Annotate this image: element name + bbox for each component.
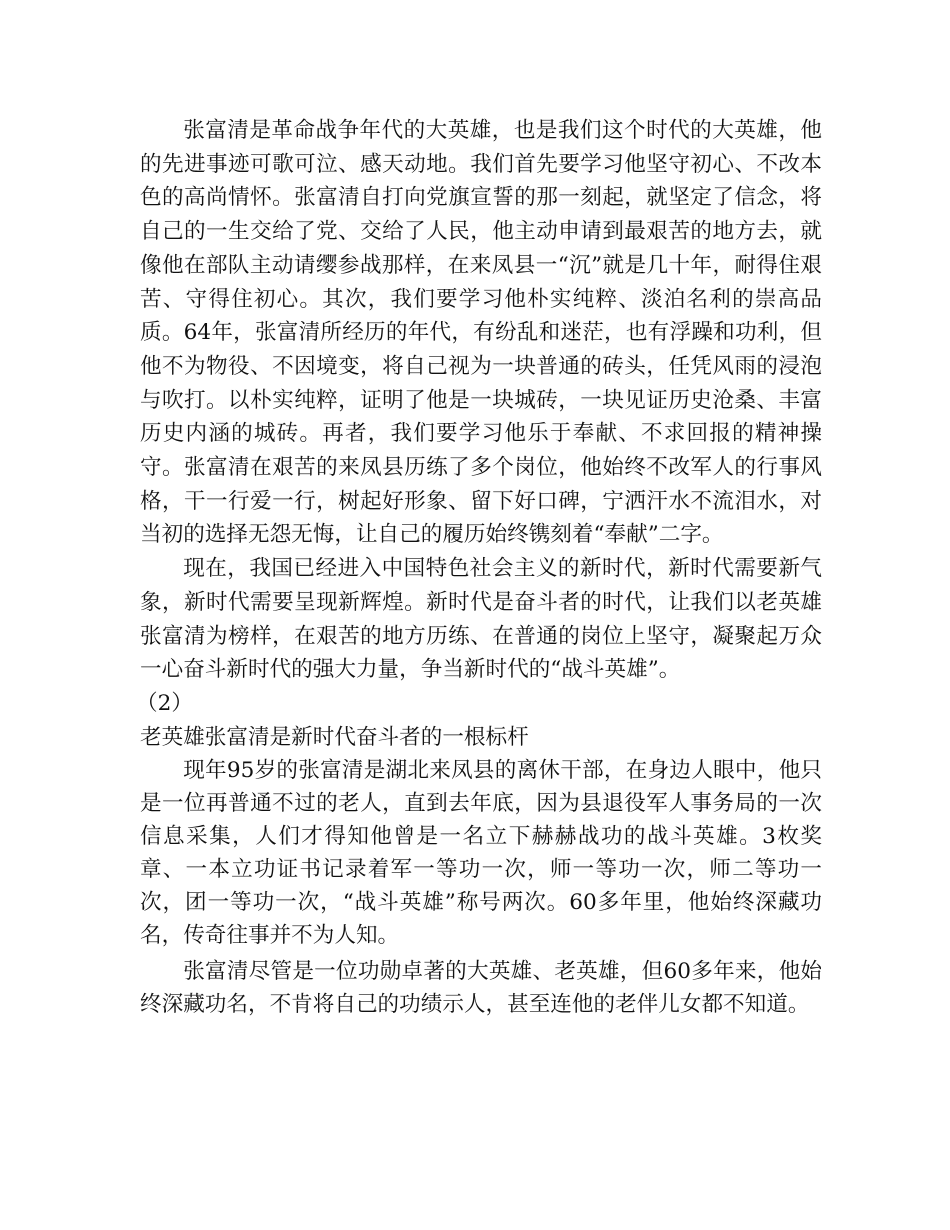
body-paragraph-4: 张富清尽管是一位功勋卓著的大英雄、老英雄，但60多年来，他始终深藏功名，不肯将自己的功绩示人，甚至连他的老伴儿女都不知道。	[140, 959, 822, 1018]
section-number: （2）	[136, 690, 193, 716]
body-paragraph-3: 现年95岁的张富清是湖北来凤县的离休干部，在身边人眼中，他只是一位再普通不过的老人，直到去年底，因为县退役军人事务局的一次信息采集，人们才得知他曾是一名立下赫赫战功的战斗英雄。3枚奖章、一本立功证书记录着军一等功一次，师一等功一次，师二等功一次，团一等功一次，“战斗英雄”称号两次。60多年里，他始终深藏功名，传奇往事并不为人知。	[140, 758, 822, 949]
section-heading: 老英雄张富清是新时代奋斗者的一根标杆	[140, 724, 529, 750]
body-paragraph-1: 张富清是革命战争年代的大英雄，也是我们这个时代的大英雄，他的先进事迹可歌可泣、感天动地。我们首先要学习他坚守初心、不改本色的高尚情怀。张富清自打向党旗宣誓的那一刻起，就坚定了信念，将自己的一生交给了党、交给了人民，他主动申请到最艰苦的地方去，就像他在部队主动请缨参战那样，在来凤县一“沉”就是几十年，耐得住艰苦、守得住初心。其次，我们要学习他朴实纯粹、淡泊名利的崇高品质。64年，张富清所经历的年代，有纷乱和迷茫，也有浮躁和功利，但他不为物役、不因境变，将自己视为一块普通的砖头，任凭风雨的浸泡与吹打。以朴实纯粹，证明了他是一块城砖，一块见证历史沧桑、丰富历史内涵的城砖。再者，我们要学习他乐于奉献、不求回报的精神操守。张富清在艰苦的来凤县历练了多个岗位，他始终不改军人的行事风格，干一行爱一行，树起好形象、留下好口碑，宁洒汗水不流泪水，对当初的选择无怨无悔，让自己的履历始终镌刻着“奉献”二字。	[140, 118, 822, 548]
body-paragraph-2: 现在，我国已经进入中国特色社会主义的新时代，新时代需要新气象，新时代需要呈现新辉煌。新时代是奋斗者的时代，让我们以老英雄张富清为榜样，在艰苦的地方历练、在普通的岗位上坚守，凝聚起万众一心奋斗新时代的强大力量，争当新时代的“战斗英雄”。	[140, 556, 822, 683]
document-page	[136, 114, 822, 1021]
